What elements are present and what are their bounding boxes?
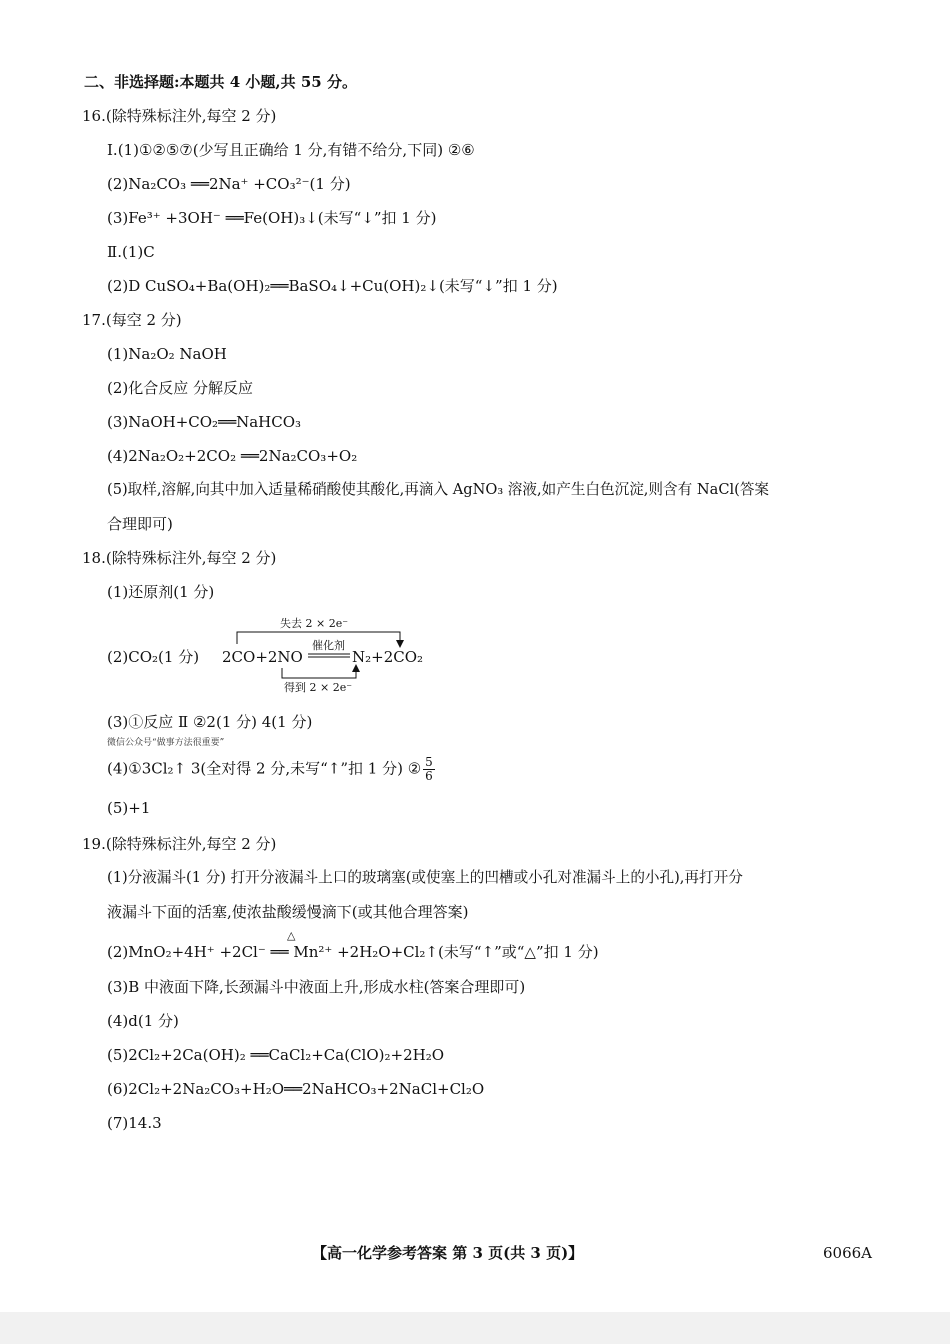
watermark-text: 微信公众号“做事方法很重要”: [107, 738, 225, 748]
reactants: 2CO+2NO: [222, 648, 303, 666]
q17-a1: (1)Na₂O₂ NaOH: [107, 345, 227, 363]
fraction-5-6: [423, 756, 435, 783]
products: N₂+2CO₂: [352, 648, 424, 666]
q17-a5-line2: 合理即可): [107, 515, 173, 533]
fraction-numerator: 5: [425, 755, 433, 769]
electron-transfer-diagram: [222, 612, 432, 702]
q19-a7: (7)14.3: [107, 1114, 162, 1132]
q18-a1: (1)还原剂(1 分): [107, 583, 215, 601]
q16-i2: (2)Na₂CO₃ ══2Na⁺ +CO₃²⁻(1 分): [107, 175, 351, 193]
q16-i1: Ⅰ.(1)①②⑤⑦(少写且正确给 1 分,有错不给分,下同) ②⑥: [107, 141, 475, 159]
gain-electrons-label: 得到 2 × 2e⁻: [284, 681, 353, 694]
q19-a4: (4)d(1 分): [107, 1012, 179, 1030]
q17-a4: (4)2Na₂O₂+2CO₂ ══2Na₂CO₃+O₂: [107, 447, 358, 465]
footer-page-info: 【高一化学参考答案 第 3 页(共 3 页)】: [312, 1244, 584, 1262]
q17-header: 17.(每空 2 分): [82, 311, 182, 329]
q18-a4: [107, 756, 435, 783]
q16-header: 16.(除特殊标注外,每空 2 分): [82, 107, 277, 125]
q18-a2-prefix: (2)CO₂(1 分): [107, 648, 200, 666]
q17-a5-line1: (5)取样,溶解,向其中加入适量稀硝酸使其酸化,再滴入 AgNO₃ 溶液,如产生白色沉淀,则含有 NaCl(答案: [107, 481, 770, 498]
lose-electrons-label: 失去 2 × 2e⁻: [280, 617, 349, 630]
q19-header: 19.(除特殊标注外,每空 2 分): [82, 835, 277, 853]
q16-ii1: Ⅱ.(1)C: [107, 243, 155, 261]
q16-ii2: (2)D CuSO₄+Ba(OH)₂══BaSO₄↓+Cu(OH)₂↓(未写“↓”扣 1 分): [107, 277, 558, 295]
heat-symbol: △: [287, 929, 296, 942]
q19-a1-line2: 液漏斗下面的活塞,使浓盐酸缓慢滴下(或其他合理答案): [107, 903, 469, 921]
q19-a6: (6)2Cl₂+2Na₂CO₃+H₂O══2NaHCO₃+2NaCl+Cl₂O: [107, 1080, 485, 1098]
q19-a3: (3)B 中液面下降,长颈漏斗中液面上升,形成水柱(答案合理即可): [107, 978, 526, 996]
footer-code: 6066A: [823, 1244, 873, 1262]
q17-a3: (3)NaOH+CO₂══NaHCO₃: [107, 413, 302, 431]
catalyst-label: 催化剂: [312, 639, 345, 652]
q18-header: 18.(除特殊标注外,每空 2 分): [82, 549, 277, 567]
q18-a3: (3)①反应 Ⅱ ②2(1 分) 4(1 分): [107, 713, 313, 731]
section-title: 二、非选择题:本题共 4 小题,共 55 分。: [84, 73, 357, 91]
q18-a4-main: (4)①3Cl₂↑ 3(全对得 2 分,未写“↑”扣 1 分) ②: [107, 759, 422, 778]
q17-a2: (2)化合反应 分解反应: [107, 379, 254, 397]
q19-a5: (5)2Cl₂+2Ca(OH)₂ ══CaCl₂+Ca(ClO)₂+2H₂O: [107, 1046, 445, 1064]
q19-a2: (2)MnO₂+4H⁺ +2Cl⁻ ══ Mn²⁺ +2H₂O+Cl₂↑(未写“↑”或“△”扣 1 分): [107, 943, 599, 961]
q19-a1-line1: (1)分液漏斗(1 分) 打开分液漏斗上口的玻璃塞(或使塞上的凹槽或小孔对准漏斗上的小孔),再打开分: [107, 869, 743, 886]
fraction-denominator: 6: [425, 769, 433, 783]
q18-a5: (5)+1: [107, 799, 151, 817]
bottom-strip: [0, 1312, 950, 1344]
q16-i3: (3)Fe³⁺ +3OH⁻ ══Fe(OH)₃↓(未写“↓”扣 1 分): [107, 209, 437, 227]
